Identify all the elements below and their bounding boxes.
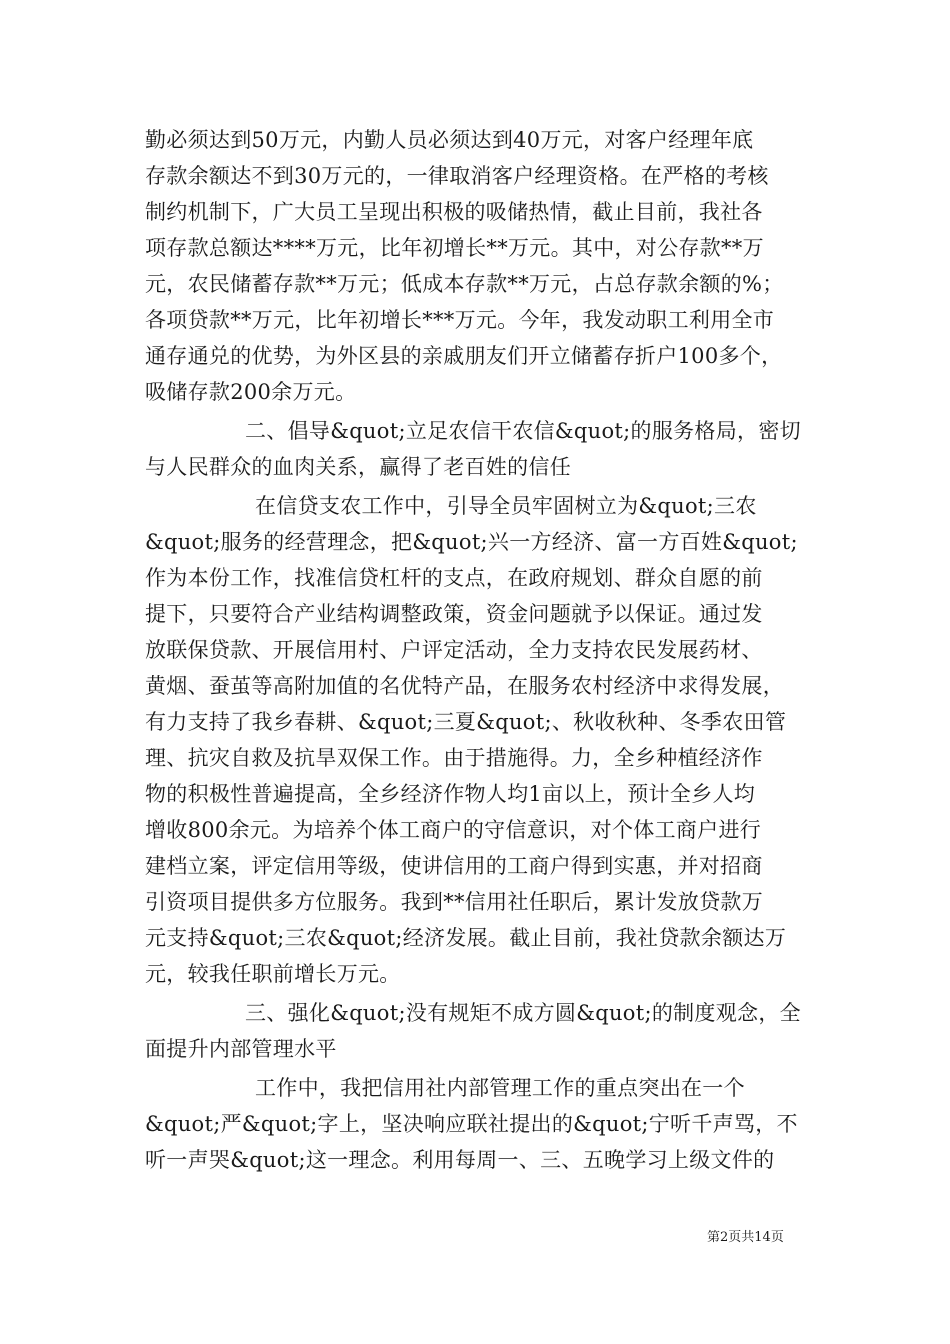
text-line: 建档立案，评定信用等级，使讲信用的工商户得到实惠，并对招商 <box>145 854 763 878</box>
text-line: 在信贷支农工作中，引导全员牢固树立为&quot;三农 <box>255 494 757 518</box>
text-line: 项存款总额达****万元，比年初增长**万元。其中，对公存款**万 <box>145 236 764 260</box>
text-line: 通存通兑的优势，为外区县的亲戚朋友们开立储蓄存折户100多个， <box>145 344 783 368</box>
text-line: &quot;严&quot;字上，坚决响应联社提出的&quot;宁听千声骂，不 <box>145 1112 798 1136</box>
text-line: 吸储存款200余万元。 <box>145 380 357 404</box>
text-line: 黄烟、蚕茧等高附加值的名优特产品，在服务农村经济中求得发展， <box>145 674 784 698</box>
text-line: 存款余额达不到30万元的，一律取消客户经理资格。在严格的考核 <box>145 164 769 188</box>
text-line: 元，农民储蓄存款**万元；低成本存款**万元，占总存款余额的%； <box>145 272 784 296</box>
text-line: 增收800余元。为培养个体工商户的守信意识，对个体工商户进行 <box>145 818 762 842</box>
text-line: 理、抗灾自救及抗旱双保工作。由于措施得。力，全乡种植经济作 <box>145 746 763 770</box>
page-number-footer: 第2页共14页 <box>707 1230 784 1245</box>
text-line: 作为本份工作，找准信贷杠杆的支点，在政府规划、群众自愿的前 <box>145 566 763 590</box>
text-line: 工作中，我把信用社内部管理工作的重点突出在一个 <box>255 1076 745 1100</box>
text-line: 听一声哭&quot;这一理念。利用每周一、三、五晚学习上级文件的 <box>145 1148 775 1172</box>
text-line: 各项贷款**万元，比年初增长***万元。今年，我发动职工利用全市 <box>145 308 775 332</box>
text-line: 元，较我任职前增长万元。 <box>145 962 401 986</box>
text-line: &quot;服务的经营理念，把&quot;兴一方经济、富一方百姓&quot; <box>145 530 798 554</box>
section-heading-2-cont: 与人民群众的血肉关系，赢得了老百姓的信任 <box>145 455 571 479</box>
text-line: 有力支持了我乡春耕、&quot;三夏&quot;、秋收秋种、冬季农田管 <box>145 710 787 734</box>
text-line: 物的积极性普遍提高，全乡经济作物人均1亩以上，预计全乡人均 <box>145 782 756 806</box>
text-line: 勤必须达到50万元，内勤人员必须达到40万元，对客户经理年底 <box>145 128 754 152</box>
text-line: 放联保贷款、开展信用村、户评定活动，全力支持农民发展药材、 <box>145 638 763 662</box>
section-heading-3-cont: 面提升内部管理水平 <box>145 1037 337 1061</box>
section-heading-3: 三、强化&quot;没有规矩不成方圆&quot;的制度观念，全 <box>245 1001 801 1025</box>
text-line: 制约机制下，广大员工呈现出积极的吸储热情，截止目前，我社各 <box>145 200 763 224</box>
text-line: 引资项目提供多方位服务。我到**信用社任职后，累计发放贷款万 <box>145 890 763 914</box>
text-line: 提下，只要符合产业结构调整政策，资金问题就予以保证。通过发 <box>145 602 763 626</box>
text-line: 元支持&quot;三农&quot;经济发展。截止目前，我社贷款余额达万 <box>145 926 787 950</box>
section-heading-2: 二、倡导&quot;立足农信干农信&quot;的服务格局，密切 <box>245 419 801 443</box>
